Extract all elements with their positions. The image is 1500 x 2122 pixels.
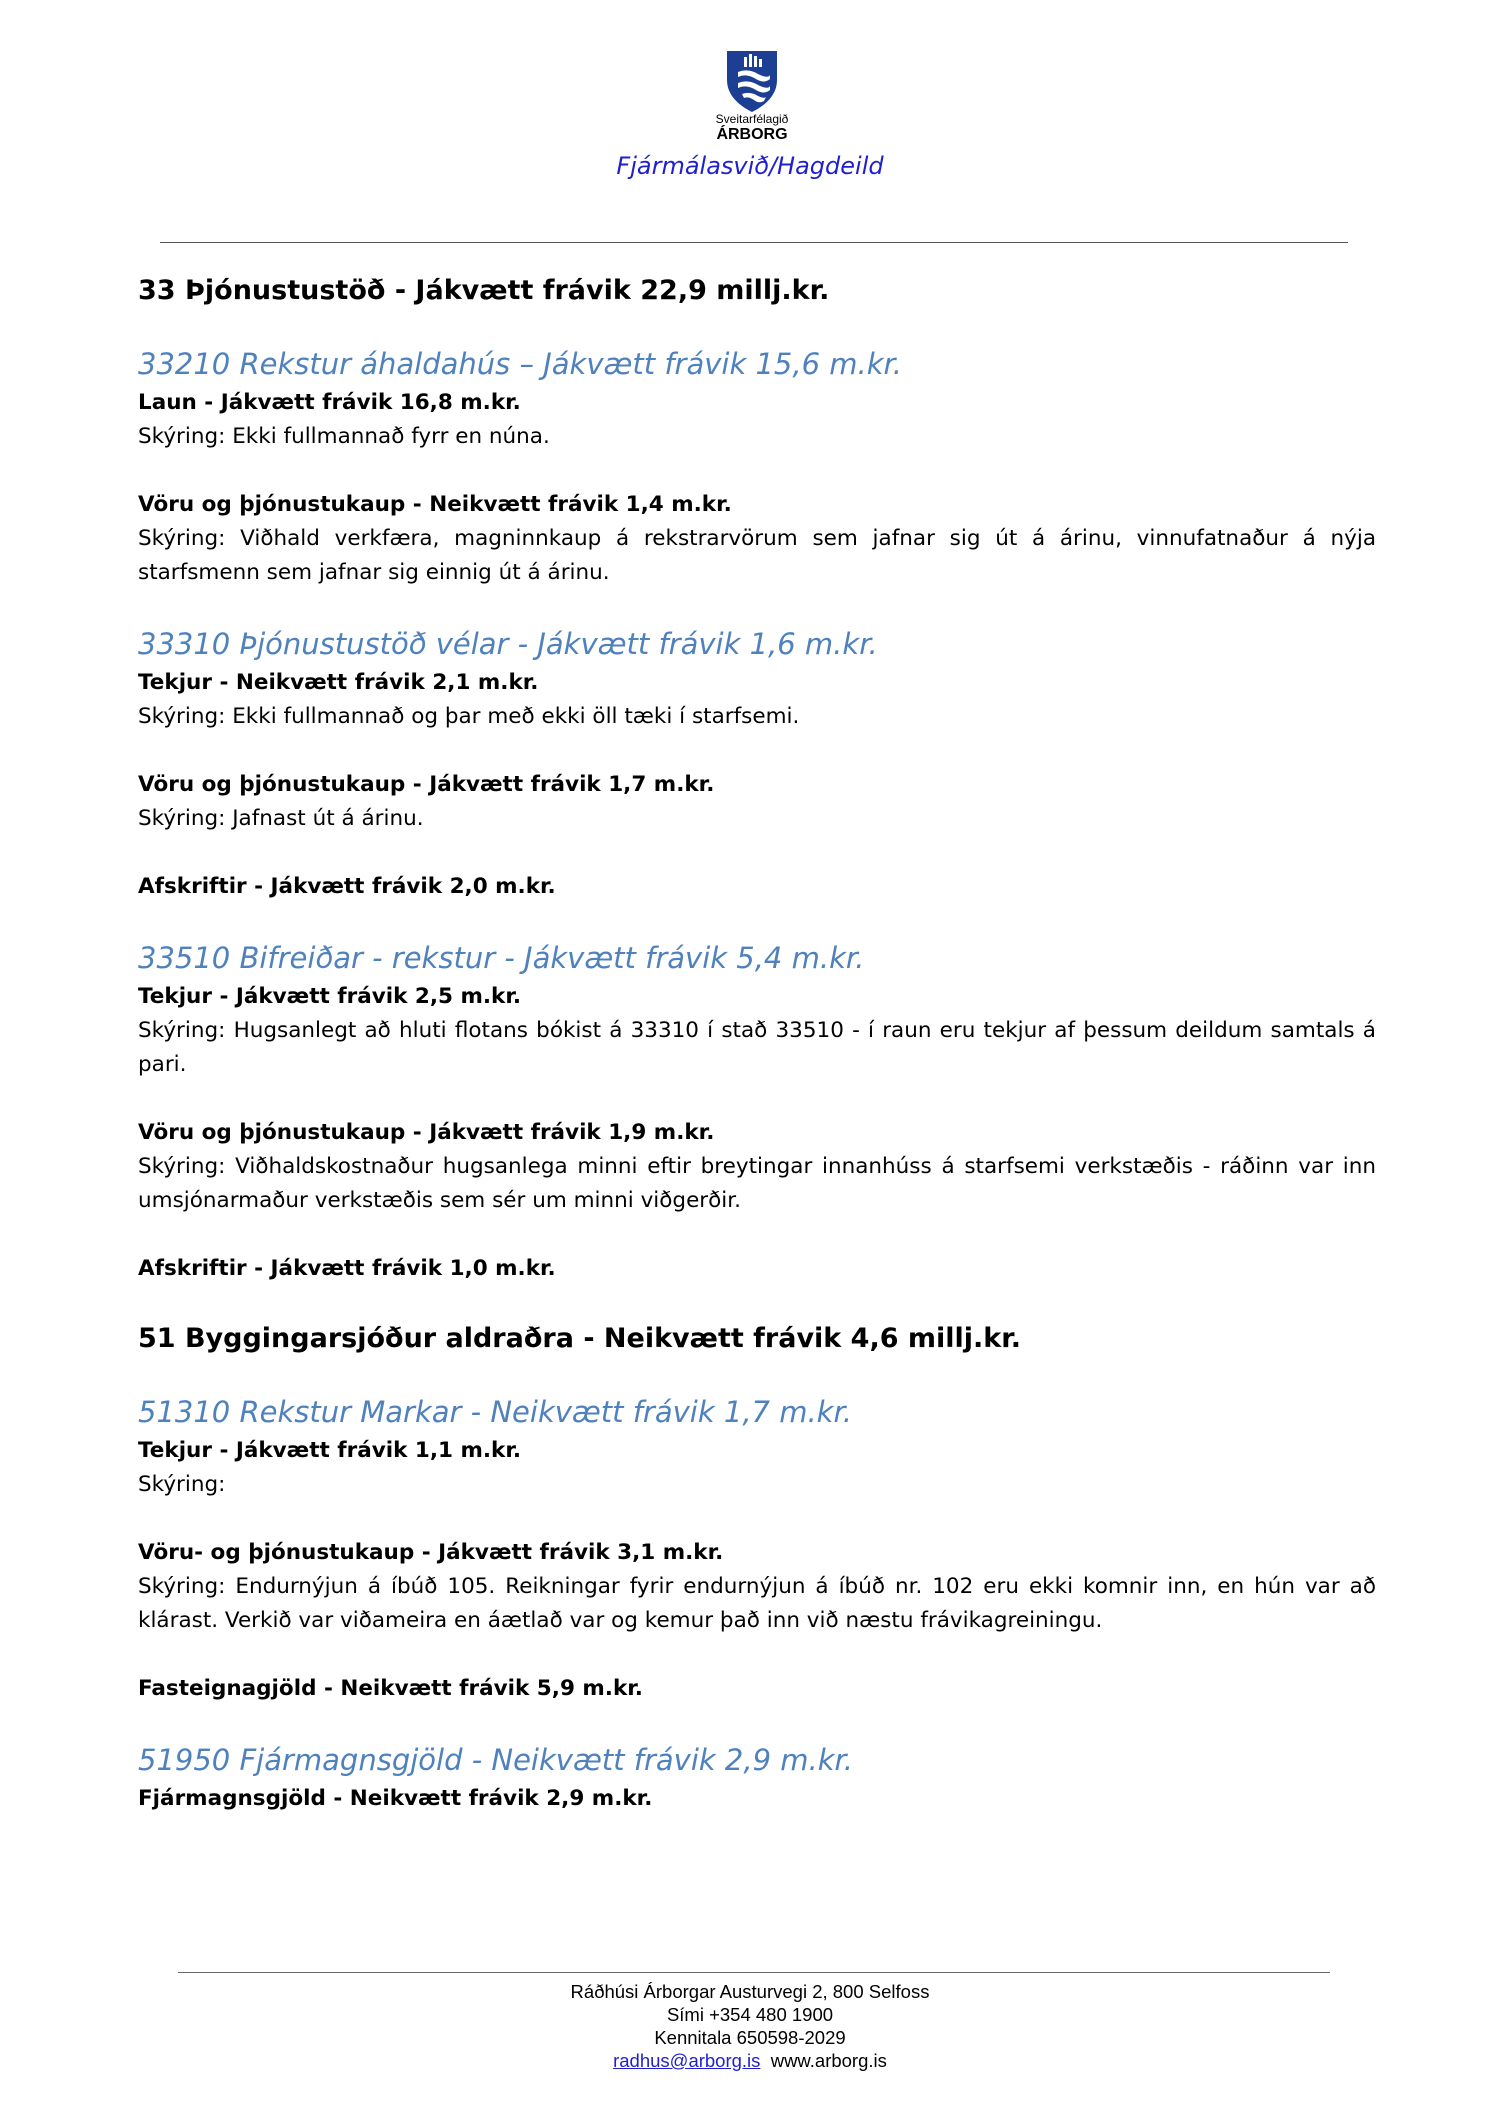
unit-heading: 33510 Bifreiðar - rekstur - Jákvætt frávik 5,4 m.kr.: [138, 941, 865, 975]
unit-heading: 33310 Þjónustustöð vélar - Jákvætt frávik 1,6 m.kr.: [138, 627, 878, 661]
item-label: Vöru og þjónustukaup - Neikvætt frávik 1,4 m.kr.: [138, 492, 732, 517]
item-label: Laun - Jákvætt frávik 16,8 m.kr.: [138, 390, 521, 415]
unit-heading: 51950 Fjármagnsgjöld - Neikvætt frávik 2,9 m.kr.: [138, 1743, 853, 1777]
arborg-logo: [724, 48, 780, 114]
unit-block: [138, 344, 1376, 590]
item-explanation: Skýring: Viðhaldskostnaður hugsanlega minni eftir breytingar innanhúss á starfsemi verkstæðis - ráðinn var inn umsjónarmaður verkstæðis sem sér um minni viðgerðir.: [138, 1154, 1376, 1213]
header-divider: [160, 242, 1348, 243]
item-label: Fjármagnsgjöld - Neikvætt frávik 2,9 m.kr.: [138, 1786, 653, 1811]
item-label: Vöru og þjónustukaup - Jákvætt frávik 1,7 m.kr.: [138, 772, 715, 797]
item-label: Tekjur - Jákvætt frávik 1,1 m.kr.: [138, 1438, 522, 1463]
item-label: Afskriftir - Jákvætt frávik 1,0 m.kr.: [138, 1256, 556, 1281]
footer-divider: [178, 1972, 1330, 1973]
item-explanation: Skýring: Endurnýjun á íbúð 105. Reikningar fyrir endurnýjun á íbúð nr. 102 eru ekki komnir inn, en hún var að klárast. Verkið var viðameira en áætlað var og kemur það inn við næstu frávikagreiningu.: [138, 1574, 1376, 1633]
unit-block: [138, 624, 1376, 904]
logo-label-big: ÁRBORG: [716, 126, 788, 143]
item-label: Afskriftir - Jákvætt frávik 2,0 m.kr.: [138, 874, 556, 899]
footer-kennitala: Kennitala 650598-2029: [654, 2027, 846, 2048]
item-explanation: Skýring: Ekki fullmannað fyrr en núna.: [138, 424, 550, 449]
section-heading: 51 Byggingarsjóður aldraðra - Neikvætt frávik 4,6 millj.kr.: [138, 1323, 1021, 1354]
section-heading: 33 Þjónustustöð - Jákvætt frávik 22,9 millj.kr.: [138, 275, 830, 306]
footer-address: Ráðhúsi Árborgar Austurvegi 2, 800 Selfoss: [570, 1981, 930, 2002]
item-label: Vöru og þjónustukaup - Jákvætt frávik 1,9 m.kr.: [138, 1120, 715, 1145]
department-title: Fjármálasvið/Hagdeild: [616, 152, 884, 180]
unit-block: [138, 938, 1376, 1286]
item-label: Tekjur - Jákvætt frávik 2,5 m.kr.: [138, 984, 522, 1009]
website-text: www.arborg.is: [770, 2050, 887, 2071]
arborg-crest-icon: [724, 48, 780, 114]
footer-phone: Sími +354 480 1900: [666, 2004, 834, 2025]
item-explanation: Skýring: Viðhald verkfæra, magninnkaup á rekstrarvörum sem jafnar sig út á árinu, vinnufatnaður á nýja starfsmenn sem jafnar sig einnig út á árinu.: [138, 526, 1376, 585]
logo-label-small: Sveitarfélagið: [715, 112, 789, 126]
item-label: Vöru- og þjónustukaup - Jákvætt frávik 3,1 m.kr.: [138, 1540, 724, 1565]
unit-heading: 51310 Rekstur Markar - Neikvætt frávik 1,7 m.kr.: [138, 1395, 852, 1429]
document-body: [138, 272, 1376, 1850]
item-label: Tekjur - Neikvætt frávik 2,1 m.kr.: [138, 670, 539, 695]
item-explanation: Skýring: Jafnast út á árinu.: [138, 806, 424, 831]
item-explanation: Skýring:: [138, 1472, 226, 1497]
item-explanation: Skýring: Hugsanlegt að hluti flotans bókist á 33310 í stað 33510 - í raun eru tekjur af þessum deildum samtals á pari.: [138, 1018, 1376, 1077]
unit-block: [138, 1392, 1376, 1706]
item-label: Fasteignagjöld - Neikvætt frávik 5,9 m.kr.: [138, 1676, 643, 1701]
item-explanation: Skýring: Ekki fullmannað og þar með ekki öll tæki í starfsemi.: [138, 704, 800, 729]
email-link[interactable]: radhus@arborg.is: [613, 2050, 761, 2071]
footer: [0, 1980, 1500, 2072]
footer-contact: [0, 2049, 1500, 2072]
unit-heading: 33210 Rekstur áhaldahús – Jákvætt frávik 15,6 m.kr.: [138, 347, 902, 381]
unit-block: [138, 1740, 1376, 1816]
